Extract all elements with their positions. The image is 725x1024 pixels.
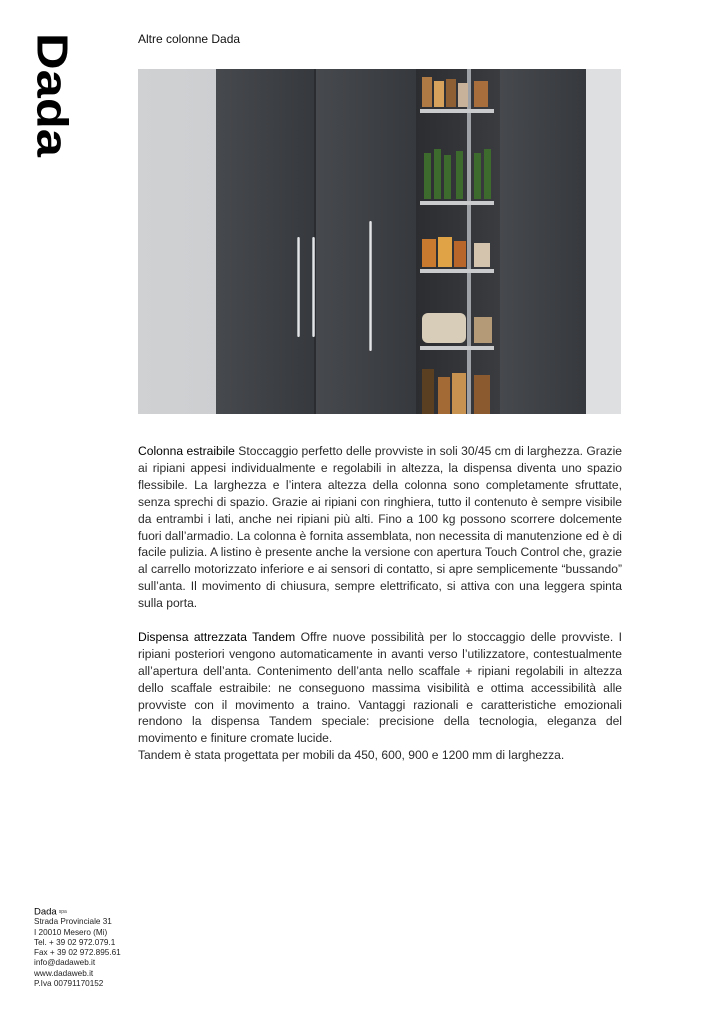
footer-address-city: I 20010 Mesero (Mi) xyxy=(34,927,108,937)
lead-dispensa-tandem: Dispensa attrezzata Tandem xyxy=(138,629,296,644)
lead-colonna-estraibile: Colonna estraibile xyxy=(138,444,235,458)
footer-email: info@dadaweb.it xyxy=(34,958,96,968)
company-footer xyxy=(34,907,121,989)
text-dispensa-tandem: Offre nuove possibilità per lo stoccaggio delle provviste. I ripiani posteriori vengono automaticamente in avanti verso l’utilizzatore, contestualmente all’apertura dell’anta. Contenimento dell’anta nello scaffale + ripiani regolabili in altezza dello scaffale estraibile: ne conseguono massima visibilità e ottima accessibilità alle provviste con il movimento a traino. Vantaggi razionali e caratteristiche emozionali rendono la dispensa Tandem speciale: precisione della tecnologia, eleganza del movimento e finiture cromate lucide. xyxy=(138,629,622,746)
footer-company: Dada xyxy=(34,906,57,918)
description-text xyxy=(138,443,622,781)
paragraph-dispensa-tandem xyxy=(138,629,622,764)
footer-address-street: Strada Provinciale 31 xyxy=(34,917,112,927)
footer-phone: Tel. + 39 02 972.079.1 xyxy=(34,937,116,947)
footer-company-suffix: spa xyxy=(58,909,67,915)
text-tandem-sizes: Tandem è stata progettata per mobili da 450, 600, 900 e 1200 mm di larghezza. xyxy=(138,748,565,763)
footer-website: www.dadaweb.it xyxy=(34,968,94,978)
logo-text: Dada xyxy=(27,33,77,141)
product-photo xyxy=(138,69,621,414)
page-title: Altre colonne Dada xyxy=(138,32,241,46)
paragraph-colonna-estraibile xyxy=(138,443,622,612)
footer-vat: P.Iva 00791170152 xyxy=(34,978,104,988)
footer-fax: Fax + 39 02 972.895.61 xyxy=(34,948,121,958)
dada-logo xyxy=(27,32,77,158)
text-colonna-estraibile: Stoccaggio perfetto delle provviste in soli 30/45 cm di larghezza. Grazie ai ripiani appesi individualmente e regolabili in altezza, la dispensa diventa uno spazio flessibile. La larghezza e l’intera altezza della colonna sono completamente sfruttate, senza sprechi di spazio. Grazie ai ripiani con ringhiera, tutto il contenuto è sempre visibile da entrambi i lati, anche nei ripiani più alti. Fino a 100 kg possono scorrere dolcemente fuori dall’armadio. La colonna è fornita assemblata, non necessita di manutenzione ed è di facile pulizia. A listino è presente anche la versione con apertura Touch Control che, grazie al carrello motorizzato inferiore e ai sensori di contatto, si apre semplicemente “bussando” sull’anta. Il movimento di chiusura, sempre elettrificato, si attiva con una leggera spinta sulla porta. xyxy=(138,444,623,611)
